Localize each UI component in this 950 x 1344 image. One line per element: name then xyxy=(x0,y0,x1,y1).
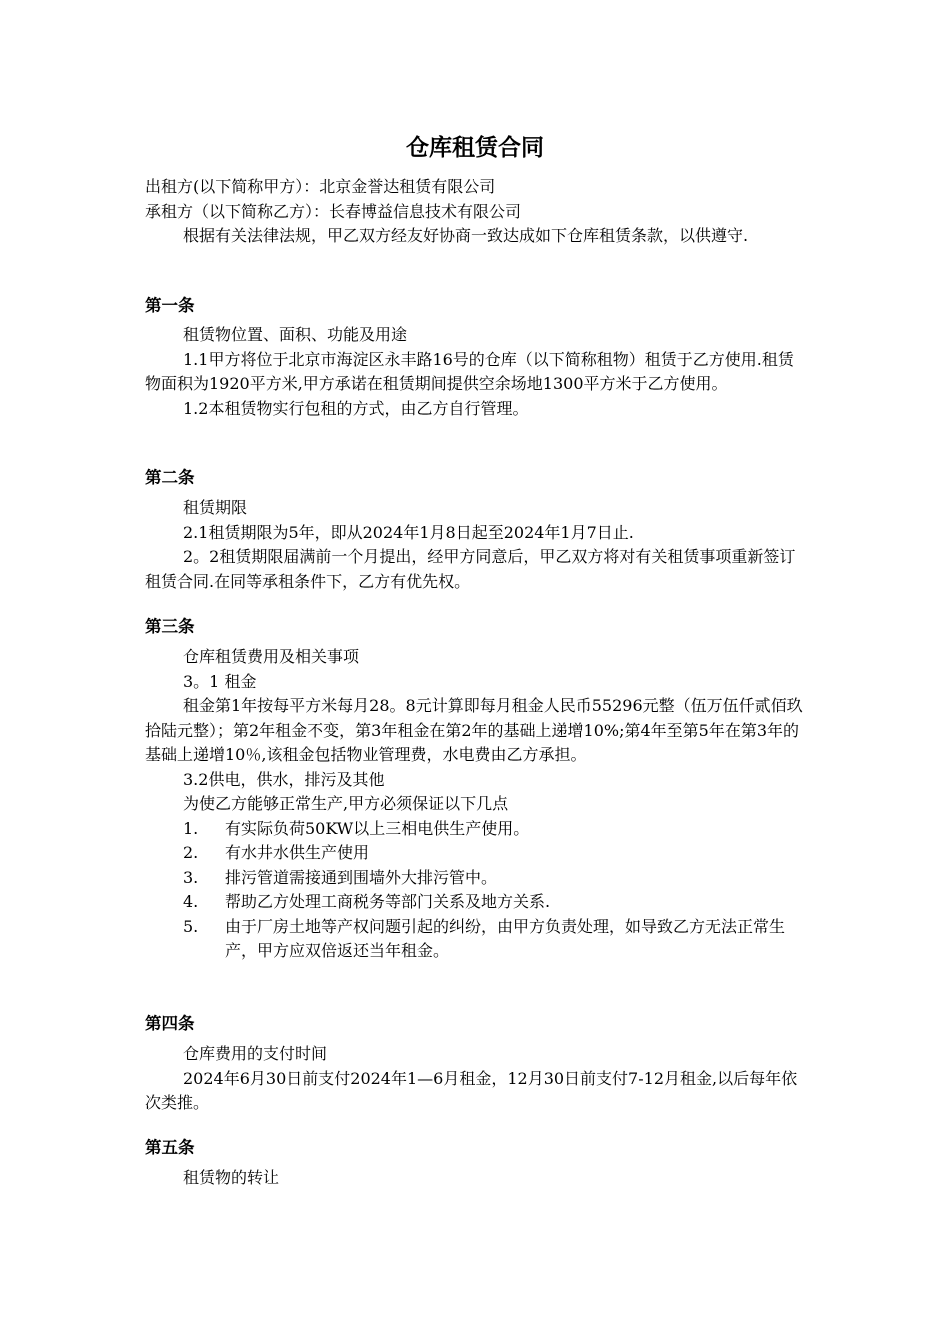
article-1-heading: 第一条 xyxy=(145,296,195,315)
list-item: 5. 由于厂房土地等产权问题引起的纠纷，由甲方负责处理，如导致乙方无法正常生产，甲方应双倍返还当年租金。 xyxy=(183,916,786,960)
article-4-body xyxy=(145,1042,805,1116)
article-3-body xyxy=(145,645,805,964)
article-4-heading: 第四条 xyxy=(145,1014,195,1033)
clause-3-2-intro: 为使乙方能够正常生产,甲方必须保证以下几点 xyxy=(183,794,509,813)
article-3-heading: 第三条 xyxy=(145,617,195,636)
list-item: 3. 排污管道需接通到围墙外大排污管中。 xyxy=(183,867,498,887)
lessor-line: 出租方(以下简称甲方）：北京金誉达租赁有限公司 xyxy=(145,177,496,196)
article-3-subject: 仓库租赁费用及相关事项 xyxy=(183,647,360,666)
article-2-heading: 第二条 xyxy=(145,468,195,487)
article-4-subject: 仓库费用的支付时间 xyxy=(183,1044,328,1063)
article-2-subject: 租赁期限 xyxy=(183,498,248,517)
clause-3-1-label: 3。1 租金 xyxy=(183,671,257,691)
clause-3-2-label: 3.2供电，供水，排污及其他 xyxy=(183,769,385,789)
preamble-paragraph: 根据有关法律法规，甲乙双方经友好协商一致达成如下仓库租赁条款，以供遵守. xyxy=(183,226,749,245)
article-5-subject: 租赁物的转让 xyxy=(183,1168,280,1187)
clause-1-2: 1.2本租赁物实行包租的方式，由乙方自行管理。 xyxy=(183,398,529,418)
article-5-body xyxy=(145,1166,805,1191)
list-item: 4. 帮助乙方处理工商税务等部门关系及地方关系. xyxy=(183,892,551,911)
article-5-heading: 第五条 xyxy=(145,1138,195,1157)
list-item: 2. 有水井水供生产使用 xyxy=(183,843,370,862)
clause-2-2: 2。2租赁期限届满前一个月提出，经甲方同意后，甲乙双方将对有关租赁事项重新签订租赁合同.在同等承租条件下，乙方有优先权。 xyxy=(145,547,796,591)
article-1-subject: 租赁物位置、面积、功能及用途 xyxy=(183,325,408,344)
document-title: 仓库租赁合同 xyxy=(406,135,544,161)
article-2-body xyxy=(145,496,805,594)
list-item: 1. 有实际负荷50KW以上三相电供生产使用。 xyxy=(183,818,530,838)
lessee-line: 承租方（以下简称乙方）：长春博益信息技术有限公司 xyxy=(145,201,522,221)
clause-3-1-text: 租金第1年按每平方米每月28。8元计算即每月租金人民币55296元整（伍万伍仟贰佰玖拾陆元整）；第2年租金不变，第3年租金在第2年的基础上递增10%;第4年至第5年在第3年的基础上递增10％,该租金包括物业管理费，水电费由乙方承担。 xyxy=(145,696,803,764)
guarantee-list xyxy=(145,817,805,964)
clause-4-text: 2024年6月30日前支付2024年1—6月租金，12月30日前支付7-12月租金,以后每年依次类推。 xyxy=(145,1068,798,1112)
article-1-body xyxy=(145,323,805,421)
clause-2-1: 2.1租赁期限为5年，即从2024年1月8日起至2024年1月7日止. xyxy=(183,522,634,542)
clause-1-1: 1.1甲方将位于北京市海淀区永丰路16号的仓库（以下简称租物）租赁于乙方使用.租赁物面积为1920平方米,甲方承诺在租赁期间提供空余场地1300平方米于乙方使用。 xyxy=(145,349,794,393)
parties-block xyxy=(145,175,805,249)
